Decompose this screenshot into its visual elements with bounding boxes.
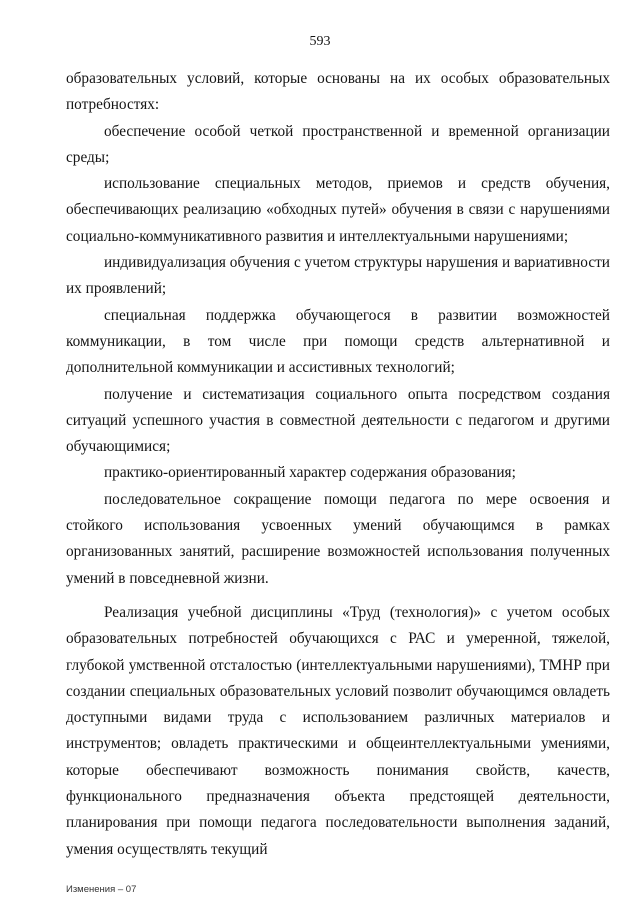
paragraph-continuation: образовательных условий, которые основаны на их особых образовательных потребностях:: [66, 70, 610, 114]
list-item-practice-oriented: практико-ориентированный характер содержания образования;: [104, 464, 516, 482]
list-item-reduced-assistance: последовательное сокращение помощи педагога по мере освоения и стойкого использования усвоенных умений обучающимся в рамках организованных занятий, расширение возможностей использования полученных умений в повседневной жизни.: [66, 490, 610, 587]
page-number: 593: [309, 34, 331, 49]
list-item-individualization: индивидуализация обучения с учетом структуры нарушения и вариативности их проявлений;: [66, 254, 610, 298]
list-item-space-time-organization: обеспечение особой четкой пространственной и временной организации среды;: [66, 122, 610, 166]
list-item-communication-support: специальная поддержка обучающегося в развитии возможностей коммуникации, в том числе при помощи средств альтернативной и дополнительной коммуникации и ассистивных технологий;: [66, 306, 610, 377]
body-text: [66, 66, 610, 863]
paragraph-implementation: Реализация учебной дисциплины «Труд (технология)» с учетом особых образовательных потребностей обучающихся с РАС и умеренной, тяжелой, глубокой умственной отсталостью (интеллектуальными нарушениями), ТМНР при создании специальных образовательных условий позволит обучающимся овладеть доступными видами труда с использованием различных материалов и инструментов; овладеть практическими и общеинтеллектуальными умениями, которые обеспечивают возможность понимания свойств, качеств, функционального предназначения объекта предстоящей деятельности, планирования при помощи педагога последовательности выполнения заданий, умения осуществлять текущий: [66, 603, 610, 858]
list-item-special-methods: использование специальных методов, приемов и средств обучения, обеспечивающих реализацию «обходных путей» обучения в связи с нарушениями социально-коммуникативного развития и интеллектуальными нарушениями;: [66, 175, 610, 245]
list-item-social-experience: получение и систематизация социального опыта посредством создания ситуаций успешного участия в совместной деятельности с педагогом и другими обучающимися;: [66, 385, 610, 456]
footer-revision-note: Изменения – 07: [66, 884, 137, 895]
